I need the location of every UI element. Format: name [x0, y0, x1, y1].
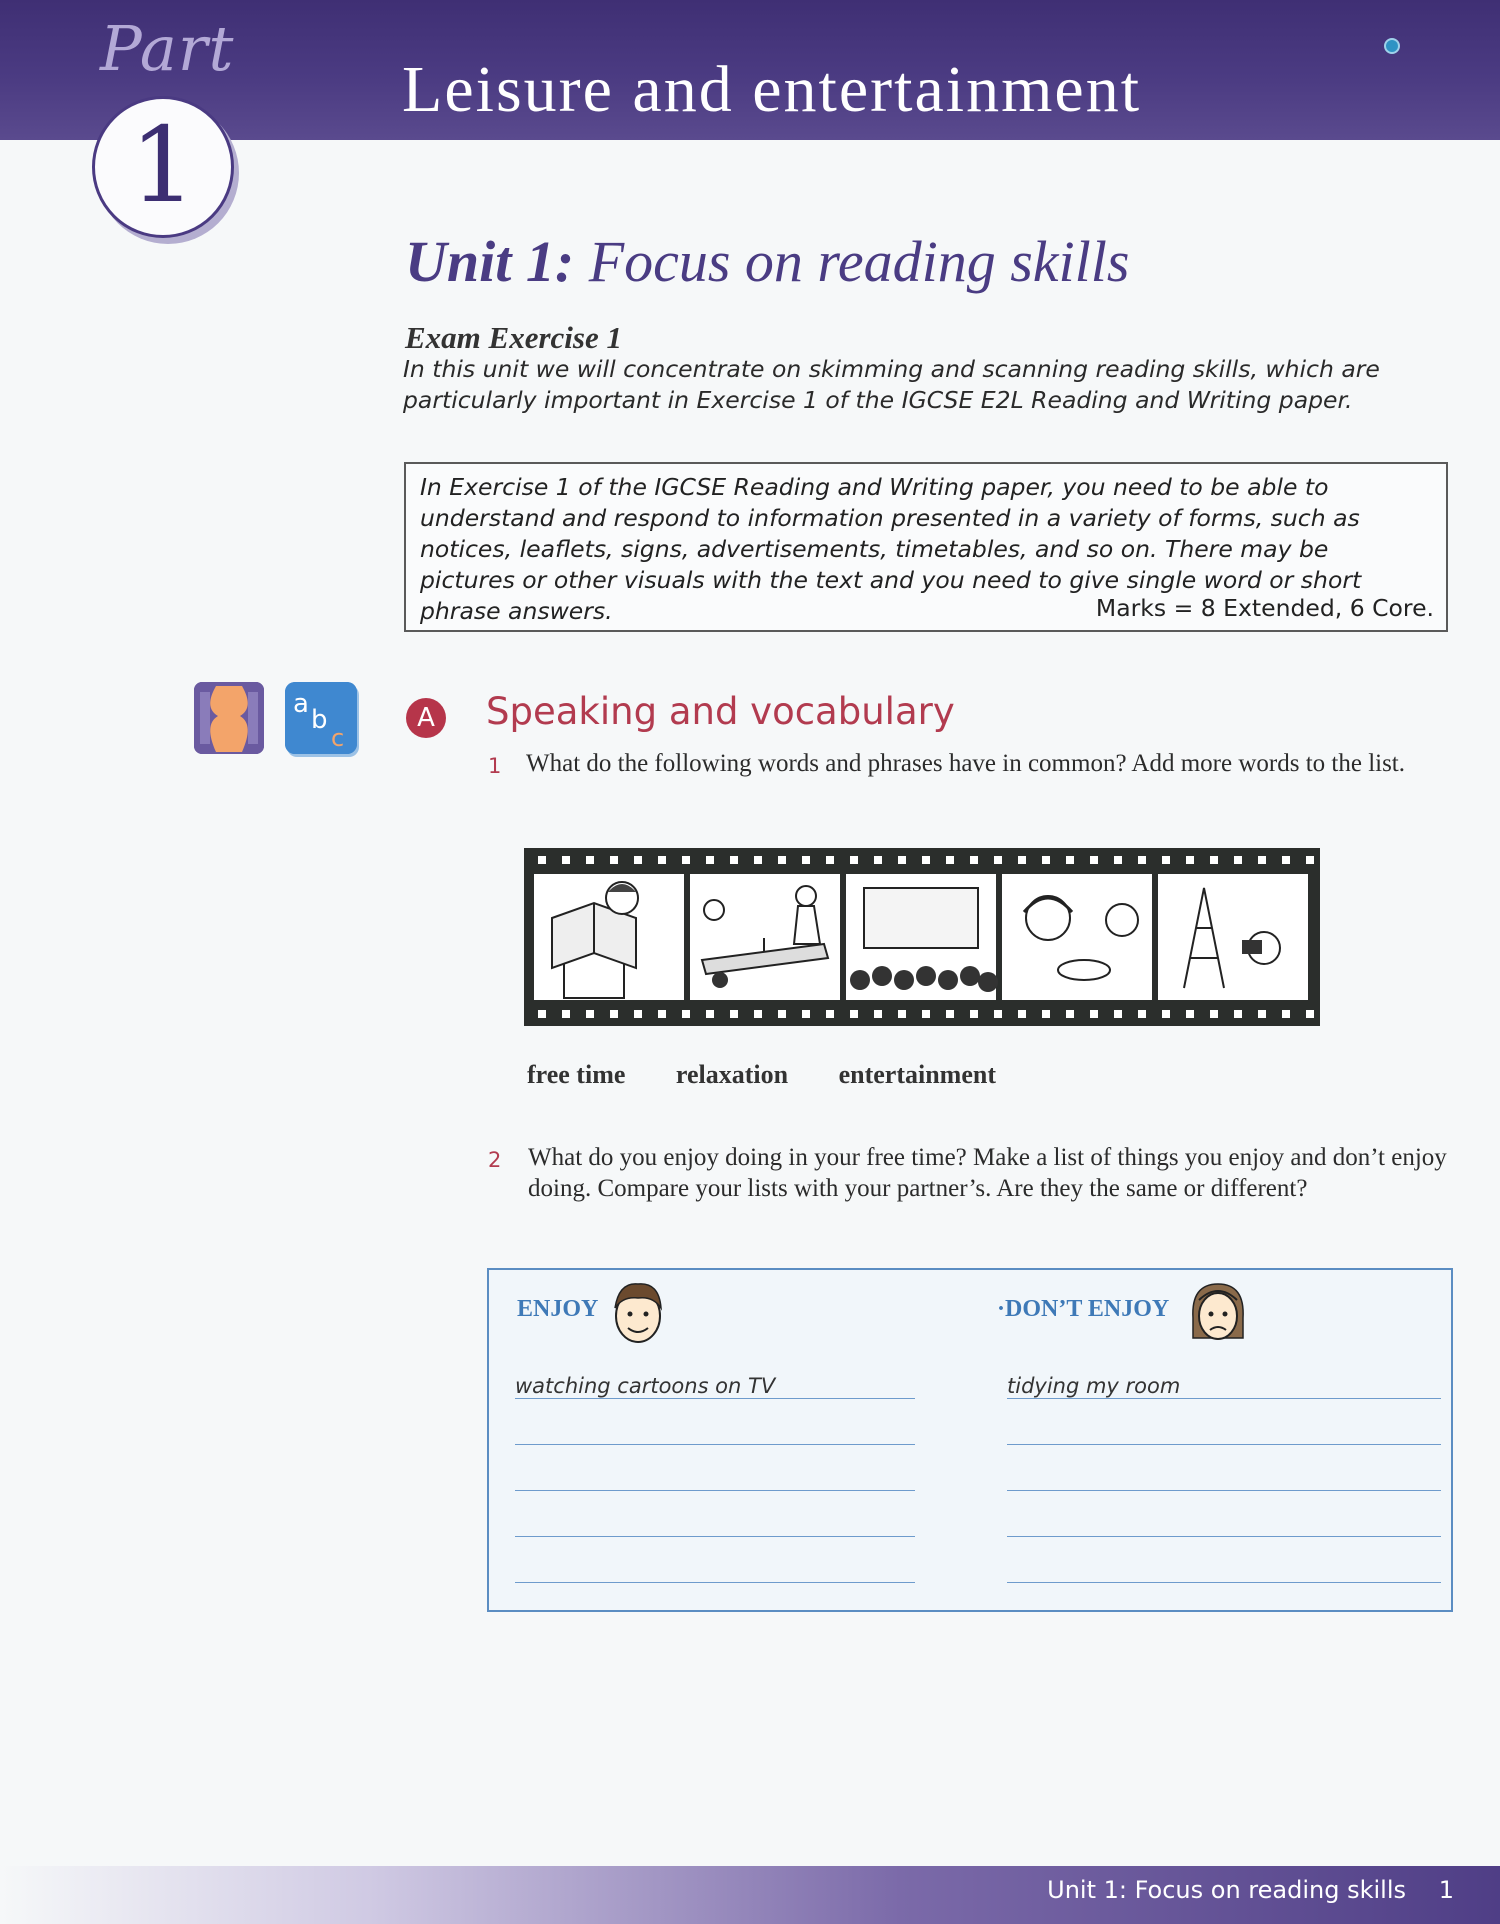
vocab-letter-c: c	[331, 724, 345, 752]
speaking-icon	[194, 682, 264, 754]
unit-title	[405, 228, 1129, 295]
page-number: 1	[1438, 1876, 1454, 1904]
question-number: 2	[488, 1148, 502, 1172]
dont-enjoy-heading: ·DON’T ENJOY	[997, 1296, 1170, 1322]
frame-table-tennis	[690, 874, 840, 1000]
footer-running-title: Unit 1: Focus on reading skills	[1047, 1876, 1406, 1904]
section-badge: A	[406, 698, 446, 738]
question-text: What do the following words and phrases have in common? Add more words to the list.	[526, 750, 1406, 777]
vocab-letter-b: b	[311, 705, 328, 735]
sad-face-icon	[1189, 1278, 1247, 1346]
exam-marks: Marks = 8 Extended, 6 Core.	[1095, 594, 1434, 622]
enjoy-heading: ENJOY	[517, 1296, 599, 1322]
enjoy-line[interactable]	[515, 1444, 915, 1445]
enjoy-table	[487, 1268, 1453, 1612]
part-label: Part	[100, 12, 235, 85]
vocab-word: free time	[527, 1060, 626, 1089]
vocabulary-word-list	[527, 1060, 1040, 1090]
unit-name: Focus on reading skills	[588, 229, 1130, 294]
enjoy-line[interactable]	[515, 1398, 915, 1399]
frame-reading	[534, 874, 684, 1000]
question-number: 1	[488, 754, 502, 778]
dont-enjoy-line[interactable]	[1007, 1490, 1441, 1491]
vocab-word: relaxation	[675, 1060, 789, 1089]
dont-enjoy-example-entry: tidying my room	[1007, 1374, 1181, 1398]
part-number: 1	[129, 104, 197, 226]
part-number-badge	[92, 96, 234, 238]
exam-info-text: In Exercise 1 of the IGCSE Reading and Writing paper, you need to be able to understand and respond to information presented in a variety of forms, such as notices, leaflets, signs, advertisements, timetables, and so on. There may be pictures or other visuals with the text and you need to give single word or short phrase answers.	[420, 473, 1362, 625]
header-dot-icon	[1384, 38, 1400, 54]
dont-enjoy-line[interactable]	[1007, 1398, 1441, 1399]
dont-enjoy-line[interactable]	[1007, 1536, 1441, 1537]
vocabulary-icon	[285, 682, 357, 754]
vocab-word: entertainment	[838, 1060, 996, 1089]
unit-intro: In this unit we will concentrate on skimming and scanning reading skills, which are particularly important in Exercise 1 of the IGCSE E2L Reading and Writing paper.	[403, 355, 1380, 414]
dont-enjoy-line[interactable]	[1007, 1444, 1441, 1445]
enjoy-line[interactable]	[515, 1490, 915, 1491]
page-title: Leisure and entertainment	[402, 53, 1142, 126]
frame-friends	[1002, 874, 1152, 1000]
frame-travel	[1158, 874, 1308, 1000]
exam-exercise-title: Exam Exercise 1	[405, 320, 622, 355]
film-strip-illustration	[524, 848, 1320, 1026]
happy-face-icon	[609, 1278, 667, 1346]
enjoy-line[interactable]	[515, 1536, 915, 1537]
enjoy-example-entry: watching cartoons on TV	[515, 1374, 776, 1398]
section-title: Speaking and vocabulary	[486, 690, 955, 733]
exam-info-box	[404, 462, 1448, 632]
dont-enjoy-line[interactable]	[1007, 1582, 1441, 1583]
unit-number: Unit 1:	[405, 229, 575, 294]
vocab-letter-a: a	[293, 689, 309, 719]
enjoy-line[interactable]	[515, 1582, 915, 1583]
frame-cinema	[846, 874, 998, 1000]
question-text: What do you enjoy doing in your free time? Make a list of things you enjoy and don’t enjoy doing. Compare your lists with your partner’s. Are they the same or different?	[528, 1144, 1447, 1202]
